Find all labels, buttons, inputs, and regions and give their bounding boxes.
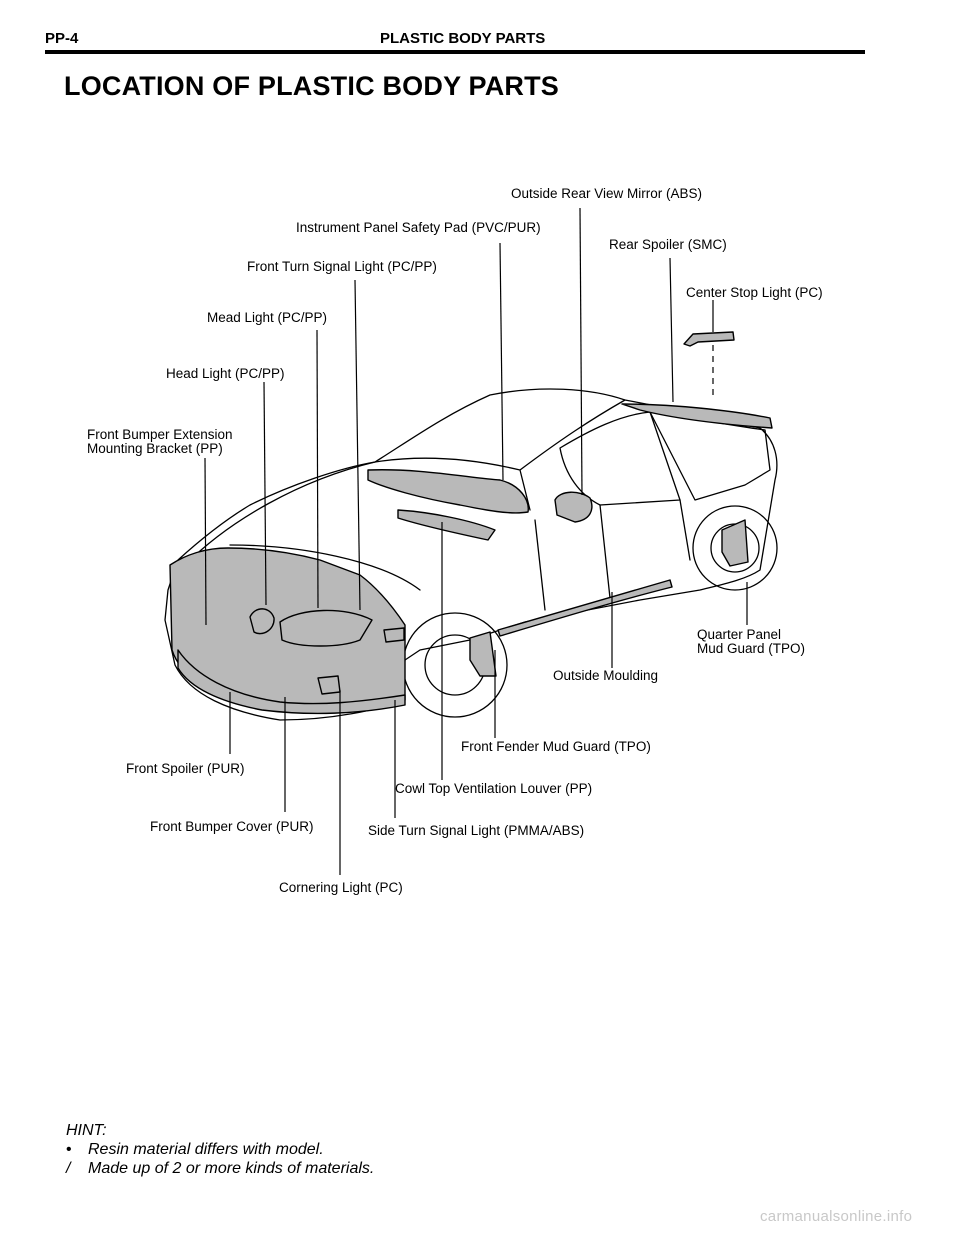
center-stop-light <box>684 332 734 346</box>
front-fender-mud-guard <box>470 632 496 676</box>
side-window <box>560 412 680 505</box>
hint-item-text: Resin material differs with model. <box>88 1141 324 1158</box>
label-instrument-panel-safety-pad: Instrument Panel Safety Pad (PVC/PUR) <box>296 220 541 235</box>
label-side-turn-signal-light: Side Turn Signal Light (PMMA/ABS) <box>368 823 585 838</box>
label-quarter-panel-line2: Mud Guard (TPO) <box>697 641 806 656</box>
page-header-code: PP-4 <box>45 30 79 47</box>
hint-heading: HINT: <box>66 1122 107 1139</box>
slash-marker: / <box>66 1160 71 1177</box>
cornering-light <box>318 676 340 694</box>
label-front-spoiler: Front Spoiler (PUR) <box>126 761 245 776</box>
label-rear-spoiler: Rear Spoiler (SMC) <box>609 237 727 252</box>
label-cornering-light: Cornering Light (PC) <box>279 880 403 895</box>
label-center-stop-light: Center Stop Light (PC) <box>686 285 823 300</box>
label-front-turn-signal-light: Front Turn Signal Light (PC/PP) <box>247 259 437 274</box>
hint-item-text: Made up of 2 or more kinds of materials. <box>88 1160 375 1177</box>
outside-rear-view-mirror <box>555 492 592 522</box>
label-outside-moulding: Outside Moulding <box>553 668 659 683</box>
label-mead-light: Mead Light (PC/PP) <box>207 310 328 325</box>
rear-spoiler <box>622 404 772 428</box>
label-front-fender-mud-guard: Front Fender Mud Guard (TPO) <box>461 739 651 754</box>
instrument-panel-safety-pad <box>368 470 528 513</box>
side-turn-signal-light <box>384 628 404 642</box>
page-title: LOCATION OF PLASTIC BODY PARTS <box>64 71 560 101</box>
page-header-title: PLASTIC BODY PARTS <box>380 30 546 47</box>
label-quarter-panel-line1: Quarter Panel <box>697 627 782 642</box>
label-outside-rear-view-mirror: Outside Rear View Mirror (ABS) <box>511 186 703 201</box>
label-cowl-top-ventilation-louver: Cowl Top Ventilation Louver (PP) <box>395 781 593 796</box>
hint-item <box>66 1140 374 1159</box>
watermark: carmanualsonline.info <box>760 1208 913 1225</box>
quarter-panel-mud-guard <box>722 520 748 566</box>
label-head-light: Head Light (PC/PP) <box>166 366 285 381</box>
bullet-marker: • <box>66 1141 72 1158</box>
cowl-top-ventilation-louver <box>398 510 495 540</box>
outside-moulding <box>498 580 672 636</box>
label-front-bumper-extension-line2: Mounting Bracket (PP) <box>87 441 223 456</box>
hint-item <box>66 1159 374 1178</box>
hint-block <box>66 1121 374 1178</box>
label-front-bumper-extension-line1: Front Bumper Extension <box>87 427 233 442</box>
label-front-bumper-cover: Front Bumper Cover (PUR) <box>150 819 314 834</box>
label-quarter-panel-mud-guard <box>697 628 805 656</box>
mead-light <box>280 610 372 646</box>
label-front-bumper-extension <box>87 428 233 456</box>
